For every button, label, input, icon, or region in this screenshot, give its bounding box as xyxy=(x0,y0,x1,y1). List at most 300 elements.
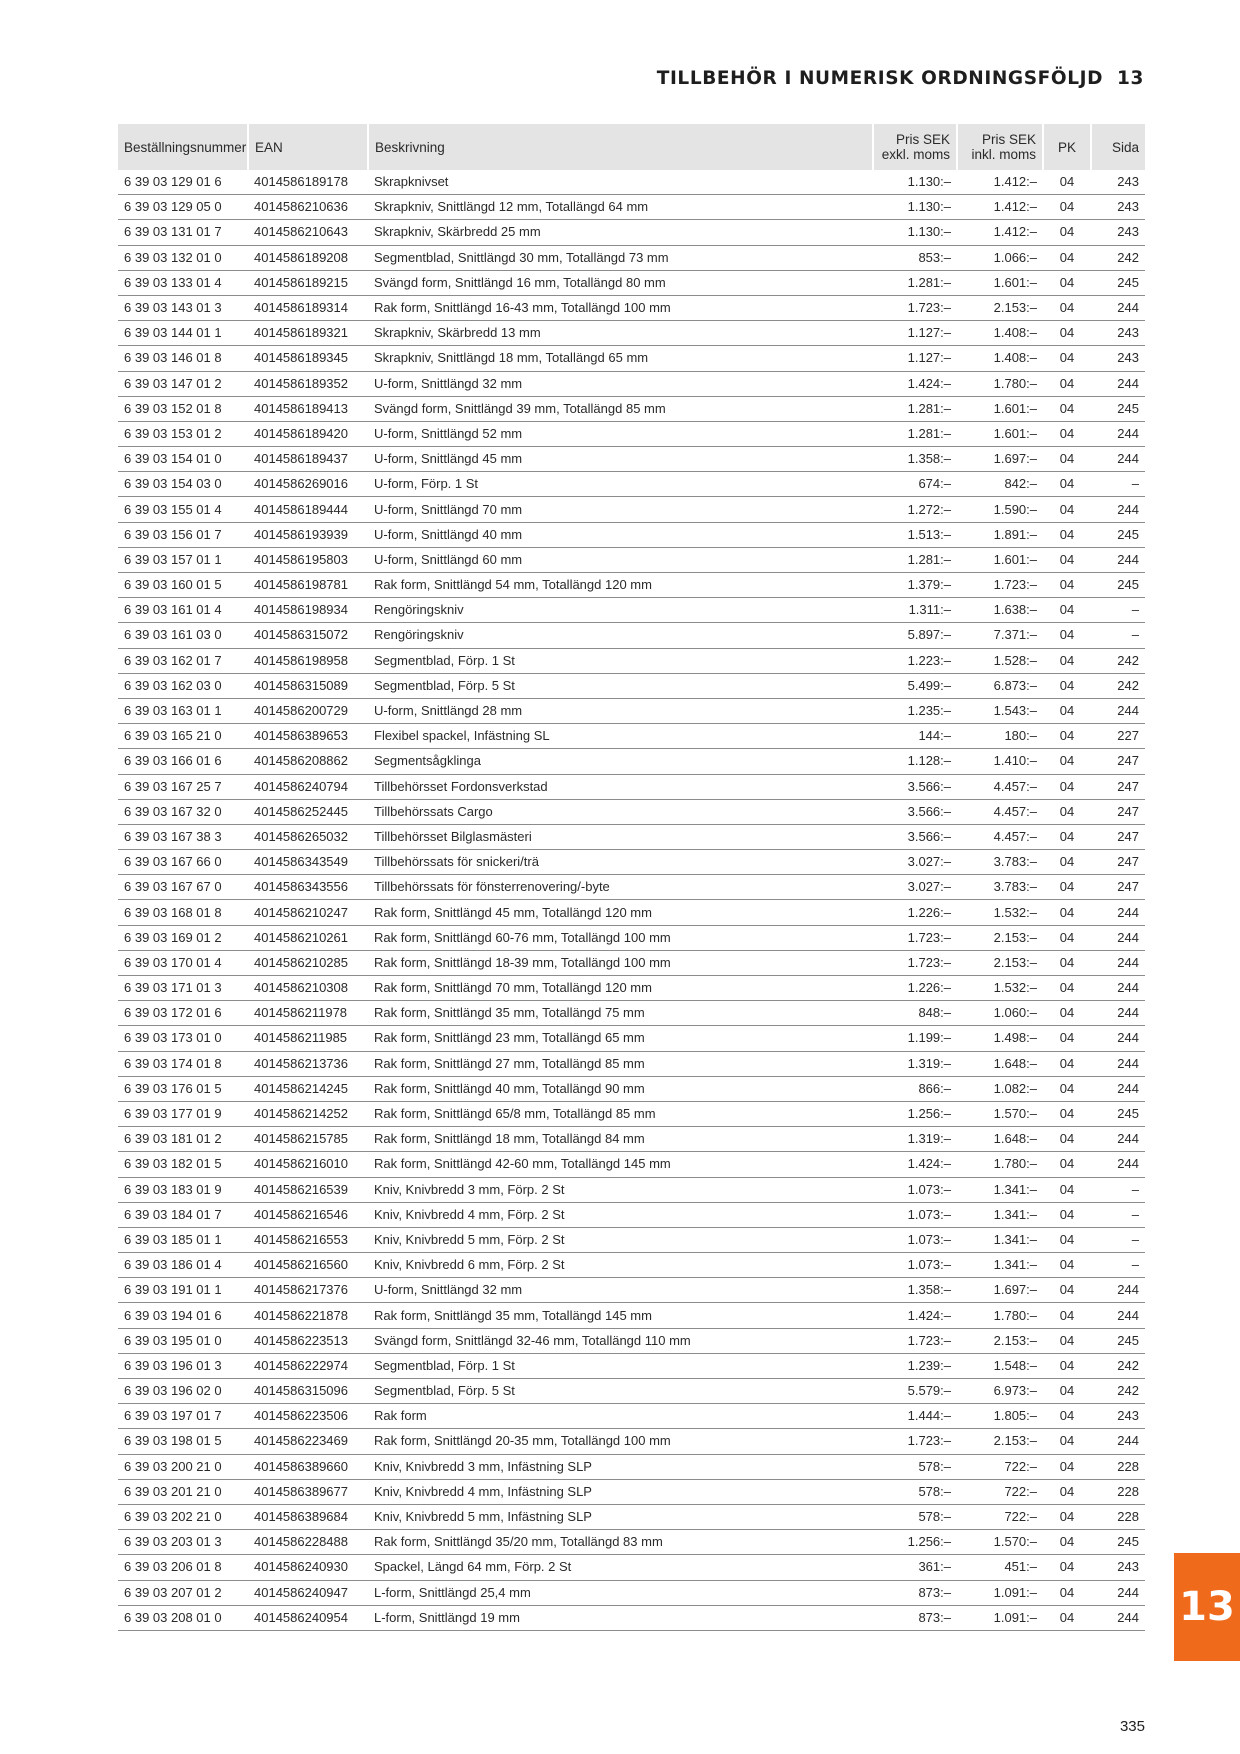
cell-order-number: 6 39 03 163 01 1 xyxy=(118,698,248,723)
cell-pk: 04 xyxy=(1043,1227,1091,1252)
chapter-tab: 13 xyxy=(1174,1553,1240,1661)
cell-page: 242 xyxy=(1091,673,1145,698)
cell-page: 244 xyxy=(1091,1278,1145,1303)
cell-page: 242 xyxy=(1091,245,1145,270)
cell-order-number: 6 39 03 194 01 6 xyxy=(118,1303,248,1328)
cell-pk: 04 xyxy=(1043,573,1091,598)
cell-page: 243 xyxy=(1091,1404,1145,1429)
cell-ean: 4014586210247 xyxy=(248,900,368,925)
cell-pk: 04 xyxy=(1043,270,1091,295)
cell-description: U-form, Förp. 1 St xyxy=(368,472,873,497)
cell-pk: 04 xyxy=(1043,673,1091,698)
table-row xyxy=(118,522,1145,547)
cell-price-incl: 1.091:– xyxy=(957,1580,1043,1605)
cell-price-incl: 1.341:– xyxy=(957,1227,1043,1252)
cell-price-incl: 1.780:– xyxy=(957,371,1043,396)
cell-price-incl: 1.548:– xyxy=(957,1353,1043,1378)
cell-page: 247 xyxy=(1091,850,1145,875)
cell-price-excl: 3.566:– xyxy=(873,799,957,824)
cell-price-excl: 1.379:– xyxy=(873,573,957,598)
cell-price-incl: 1.601:– xyxy=(957,421,1043,446)
cell-page: 245 xyxy=(1091,270,1145,295)
accessory-table xyxy=(118,124,1145,1631)
cell-description: Rak form, Snittlängd 35 mm, Totallängd 145 mm xyxy=(368,1303,873,1328)
cell-ean: 4014586210285 xyxy=(248,950,368,975)
table-row xyxy=(118,900,1145,925)
cell-description: Segmentblad, Snittlängd 30 mm, Totallängd 73 mm xyxy=(368,245,873,270)
cell-price-incl: 842:– xyxy=(957,472,1043,497)
cell-ean: 4014586189444 xyxy=(248,497,368,522)
cell-price-excl: 1.444:– xyxy=(873,1404,957,1429)
table-row xyxy=(118,774,1145,799)
cell-ean: 4014586240930 xyxy=(248,1555,368,1580)
cell-page: 244 xyxy=(1091,497,1145,522)
cell-page: – xyxy=(1091,1177,1145,1202)
cell-pk: 04 xyxy=(1043,497,1091,522)
cell-order-number: 6 39 03 155 01 4 xyxy=(118,497,248,522)
cell-description: Segmentblad, Förp. 5 St xyxy=(368,1379,873,1404)
cell-description: Rak form, Snittlängd 60-76 mm, Totallängd 100 mm xyxy=(368,925,873,950)
cell-page: 244 xyxy=(1091,698,1145,723)
cell-description: Tillbehörssats Cargo xyxy=(368,799,873,824)
cell-page: 244 xyxy=(1091,976,1145,1001)
cell-description: Kniv, Knivbredd 4 mm, Förp. 2 St xyxy=(368,1202,873,1227)
cell-price-excl: 1.319:– xyxy=(873,1127,957,1152)
cell-ean: 4014586189321 xyxy=(248,321,368,346)
table-row xyxy=(118,1504,1145,1529)
cell-page: 227 xyxy=(1091,724,1145,749)
cell-ean: 4014586189413 xyxy=(248,396,368,421)
cell-order-number: 6 39 03 197 01 7 xyxy=(118,1404,248,1429)
table-row xyxy=(118,1202,1145,1227)
cell-ean: 4014586240947 xyxy=(248,1580,368,1605)
cell-price-incl: 4.457:– xyxy=(957,799,1043,824)
cell-price-excl: 1.073:– xyxy=(873,1177,957,1202)
cell-price-excl: 5.499:– xyxy=(873,673,957,698)
cell-pk: 04 xyxy=(1043,447,1091,472)
cell-order-number: 6 39 03 203 01 3 xyxy=(118,1530,248,1555)
cell-description: Kniv, Knivbredd 6 mm, Förp. 2 St xyxy=(368,1253,873,1278)
cell-description: Tillbehörssats för snickeri/trä xyxy=(368,850,873,875)
cell-price-excl: 1.128:– xyxy=(873,749,957,774)
cell-price-incl: 1.091:– xyxy=(957,1605,1043,1630)
cell-page: – xyxy=(1091,598,1145,623)
cell-pk: 04 xyxy=(1043,1429,1091,1454)
cell-page: 244 xyxy=(1091,1026,1145,1051)
table-body xyxy=(118,170,1145,1630)
cell-ean: 4014586189208 xyxy=(248,245,368,270)
cell-price-excl: 3.027:– xyxy=(873,875,957,900)
cell-order-number: 6 39 03 161 01 4 xyxy=(118,598,248,623)
cell-ean: 4014586343549 xyxy=(248,850,368,875)
cell-ean: 4014586216553 xyxy=(248,1227,368,1252)
cell-page: – xyxy=(1091,1253,1145,1278)
cell-page: 244 xyxy=(1091,295,1145,320)
cell-ean: 4014586217376 xyxy=(248,1278,368,1303)
cell-page: 244 xyxy=(1091,1580,1145,1605)
cell-order-number: 6 39 03 181 01 2 xyxy=(118,1127,248,1152)
cell-page: 244 xyxy=(1091,1076,1145,1101)
table-row xyxy=(118,925,1145,950)
cell-pk: 04 xyxy=(1043,170,1091,195)
cell-page: 247 xyxy=(1091,875,1145,900)
cell-price-excl: 1.235:– xyxy=(873,698,957,723)
cell-order-number: 6 39 03 171 01 3 xyxy=(118,976,248,1001)
table-row xyxy=(118,371,1145,396)
cell-ean: 4014586221878 xyxy=(248,1303,368,1328)
table-row xyxy=(118,724,1145,749)
table-row xyxy=(118,321,1145,346)
cell-order-number: 6 39 03 157 01 1 xyxy=(118,547,248,572)
table-row xyxy=(118,1580,1145,1605)
cell-pk: 04 xyxy=(1043,698,1091,723)
cell-page: 247 xyxy=(1091,774,1145,799)
cell-pk: 04 xyxy=(1043,1051,1091,1076)
cell-order-number: 6 39 03 195 01 0 xyxy=(118,1328,248,1353)
cell-ean: 4014586215785 xyxy=(248,1127,368,1152)
cell-price-incl: 180:– xyxy=(957,724,1043,749)
cell-price-incl: 2.153:– xyxy=(957,950,1043,975)
cell-ean: 4014586389677 xyxy=(248,1479,368,1504)
cell-page: 247 xyxy=(1091,824,1145,849)
cell-description: U-form, Snittlängd 32 mm xyxy=(368,371,873,396)
cell-price-incl: 1.697:– xyxy=(957,1278,1043,1303)
cell-ean: 4014586214245 xyxy=(248,1076,368,1101)
cell-ean: 4014586208862 xyxy=(248,749,368,774)
cell-page: 243 xyxy=(1091,321,1145,346)
cell-description: Skrapknivset xyxy=(368,170,873,195)
cell-order-number: 6 39 03 165 21 0 xyxy=(118,724,248,749)
cell-price-excl: 1.226:– xyxy=(873,976,957,1001)
cell-description: Kniv, Knivbredd 3 mm, Infästning SLP xyxy=(368,1454,873,1479)
cell-price-incl: 1.601:– xyxy=(957,270,1043,295)
cell-order-number: 6 39 03 169 01 2 xyxy=(118,925,248,950)
cell-order-number: 6 39 03 161 03 0 xyxy=(118,623,248,648)
cell-order-number: 6 39 03 208 01 0 xyxy=(118,1605,248,1630)
cell-price-excl: 5.579:– xyxy=(873,1379,957,1404)
cell-description: Rak form xyxy=(368,1404,873,1429)
table-row xyxy=(118,573,1145,598)
col-header-ean: EAN xyxy=(248,124,368,170)
cell-page: 245 xyxy=(1091,396,1145,421)
cell-price-incl: 1.601:– xyxy=(957,547,1043,572)
cell-price-incl: 1.412:– xyxy=(957,170,1043,195)
cell-ean: 4014586389684 xyxy=(248,1504,368,1529)
cell-order-number: 6 39 03 207 01 2 xyxy=(118,1580,248,1605)
cell-order-number: 6 39 03 201 21 0 xyxy=(118,1479,248,1504)
table-row xyxy=(118,648,1145,673)
table-row xyxy=(118,1001,1145,1026)
cell-ean: 4014586189437 xyxy=(248,447,368,472)
cell-page: 245 xyxy=(1091,573,1145,598)
cell-page: 244 xyxy=(1091,1051,1145,1076)
cell-order-number: 6 39 03 196 01 3 xyxy=(118,1353,248,1378)
col-header-price-incl-line1: Pris SEK xyxy=(981,132,1036,147)
cell-price-excl: 1.130:– xyxy=(873,195,957,220)
table-row xyxy=(118,472,1145,497)
cell-description: U-form, Snittlängd 28 mm xyxy=(368,698,873,723)
cell-ean: 4014586210308 xyxy=(248,976,368,1001)
cell-description: Flexibel spackel, Infästning SL xyxy=(368,724,873,749)
cell-pk: 04 xyxy=(1043,875,1091,900)
table-row xyxy=(118,346,1145,371)
cell-ean: 4014586265032 xyxy=(248,824,368,849)
cell-order-number: 6 39 03 154 03 0 xyxy=(118,472,248,497)
table-row xyxy=(118,598,1145,623)
cell-description: Kniv, Knivbredd 5 mm, Förp. 2 St xyxy=(368,1227,873,1252)
cell-pk: 04 xyxy=(1043,321,1091,346)
cell-ean: 4014586189215 xyxy=(248,270,368,295)
cell-description: Rak form, Snittlängd 23 mm, Totallängd 65 mm xyxy=(368,1026,873,1051)
cell-price-excl: 3.566:– xyxy=(873,774,957,799)
table-row xyxy=(118,295,1145,320)
cell-description: Tillbehörsset Bilglasmästeri xyxy=(368,824,873,849)
cell-page: 243 xyxy=(1091,1555,1145,1580)
cell-page: 244 xyxy=(1091,547,1145,572)
cell-description: Rak form, Snittlängd 35 mm, Totallängd 75 mm xyxy=(368,1001,873,1026)
table-row xyxy=(118,1530,1145,1555)
cell-pk: 04 xyxy=(1043,976,1091,1001)
cell-price-incl: 1.780:– xyxy=(957,1303,1043,1328)
cell-price-incl: 1.805:– xyxy=(957,1404,1043,1429)
cell-order-number: 6 39 03 129 05 0 xyxy=(118,195,248,220)
table-row xyxy=(118,673,1145,698)
cell-price-excl: 1.424:– xyxy=(873,1152,957,1177)
cell-pk: 04 xyxy=(1043,346,1091,371)
cell-price-excl: 674:– xyxy=(873,472,957,497)
cell-order-number: 6 39 03 131 01 7 xyxy=(118,220,248,245)
cell-page: 242 xyxy=(1091,1379,1145,1404)
cell-order-number: 6 39 03 186 01 4 xyxy=(118,1253,248,1278)
cell-pk: 04 xyxy=(1043,421,1091,446)
cell-page: 228 xyxy=(1091,1454,1145,1479)
col-header-price-incl-line2: inkl. moms xyxy=(971,147,1036,162)
cell-description: U-form, Snittlängd 60 mm xyxy=(368,547,873,572)
cell-price-incl: 1.648:– xyxy=(957,1051,1043,1076)
table-row xyxy=(118,220,1145,245)
cell-price-excl: 1.281:– xyxy=(873,421,957,446)
cell-description: Skrapkniv, Snittlängd 18 mm, Totallängd 65 mm xyxy=(368,346,873,371)
cell-page: 244 xyxy=(1091,1605,1145,1630)
cell-ean: 4014586252445 xyxy=(248,799,368,824)
cell-ean: 4014586216539 xyxy=(248,1177,368,1202)
cell-price-excl: 1.130:– xyxy=(873,170,957,195)
cell-ean: 4014586189178 xyxy=(248,170,368,195)
cell-price-excl: 1.319:– xyxy=(873,1051,957,1076)
cell-page: – xyxy=(1091,1202,1145,1227)
cell-price-incl: 1.341:– xyxy=(957,1253,1043,1278)
cell-page: 244 xyxy=(1091,1127,1145,1152)
cell-pk: 04 xyxy=(1043,220,1091,245)
cell-pk: 04 xyxy=(1043,295,1091,320)
cell-price-excl: 144:– xyxy=(873,724,957,749)
table-row xyxy=(118,195,1145,220)
cell-price-incl: 722:– xyxy=(957,1504,1043,1529)
cell-price-incl: 1.410:– xyxy=(957,749,1043,774)
cell-order-number: 6 39 03 196 02 0 xyxy=(118,1379,248,1404)
cell-pk: 04 xyxy=(1043,1152,1091,1177)
cell-description: Rengöringskniv xyxy=(368,598,873,623)
cell-price-incl: 722:– xyxy=(957,1454,1043,1479)
cell-page: 244 xyxy=(1091,421,1145,446)
cell-price-excl: 1.723:– xyxy=(873,295,957,320)
cell-page: – xyxy=(1091,472,1145,497)
cell-price-excl: 1.256:– xyxy=(873,1101,957,1126)
cell-description: Skrapkniv, Skärbredd 13 mm xyxy=(368,321,873,346)
page-number: 335 xyxy=(1119,1718,1145,1735)
cell-order-number: 6 39 03 191 01 1 xyxy=(118,1278,248,1303)
cell-price-incl: 1.066:– xyxy=(957,245,1043,270)
page-header xyxy=(657,68,1144,89)
cell-ean: 4014586210636 xyxy=(248,195,368,220)
cell-description: Rak form, Snittlängd 40 mm, Totallängd 90 mm xyxy=(368,1076,873,1101)
cell-page: 242 xyxy=(1091,1353,1145,1378)
cell-price-incl: 1.341:– xyxy=(957,1177,1043,1202)
cell-page: 244 xyxy=(1091,1152,1145,1177)
cell-ean: 4014586315072 xyxy=(248,623,368,648)
table-row xyxy=(118,1177,1145,1202)
cell-pk: 04 xyxy=(1043,472,1091,497)
cell-ean: 4014586315089 xyxy=(248,673,368,698)
cell-price-incl: 1.528:– xyxy=(957,648,1043,673)
cell-description: Spackel, Längd 64 mm, Förp. 2 St xyxy=(368,1555,873,1580)
cell-page: 243 xyxy=(1091,220,1145,245)
chapter-number: 13 xyxy=(1117,68,1144,89)
table-row xyxy=(118,1353,1145,1378)
table-row xyxy=(118,547,1145,572)
cell-price-excl: 1.281:– xyxy=(873,270,957,295)
cell-price-incl: 1.601:– xyxy=(957,396,1043,421)
cell-description: Rak form, Snittlängd 20-35 mm, Totallängd 100 mm xyxy=(368,1429,873,1454)
cell-price-excl: 1.127:– xyxy=(873,321,957,346)
cell-price-excl: 1.272:– xyxy=(873,497,957,522)
cell-order-number: 6 39 03 146 01 8 xyxy=(118,346,248,371)
table-row xyxy=(118,1404,1145,1429)
cell-price-incl: 1.723:– xyxy=(957,573,1043,598)
table-row xyxy=(118,1605,1145,1630)
cell-description: Kniv, Knivbredd 5 mm, Infästning SLP xyxy=(368,1504,873,1529)
cell-price-excl: 1.239:– xyxy=(873,1353,957,1378)
cell-pk: 04 xyxy=(1043,1379,1091,1404)
cell-order-number: 6 39 03 200 21 0 xyxy=(118,1454,248,1479)
cell-order-number: 6 39 03 152 01 8 xyxy=(118,396,248,421)
cell-ean: 4014586222974 xyxy=(248,1353,368,1378)
cell-ean: 4014586195803 xyxy=(248,547,368,572)
cell-pk: 04 xyxy=(1043,1504,1091,1529)
cell-price-incl: 1.697:– xyxy=(957,447,1043,472)
cell-description: Svängd form, Snittlängd 39 mm, Totallängd 85 mm xyxy=(368,396,873,421)
table-row xyxy=(118,799,1145,824)
cell-description: Rak form, Snittlängd 18-39 mm, Totallängd 100 mm xyxy=(368,950,873,975)
cell-pk: 04 xyxy=(1043,598,1091,623)
cell-pk: 04 xyxy=(1043,900,1091,925)
cell-ean: 4014586223513 xyxy=(248,1328,368,1353)
cell-description: Kniv, Knivbredd 4 mm, Infästning SLP xyxy=(368,1479,873,1504)
cell-price-incl: 1.408:– xyxy=(957,346,1043,371)
table-row xyxy=(118,1555,1145,1580)
cell-page: 243 xyxy=(1091,346,1145,371)
cell-price-excl: 1.281:– xyxy=(873,396,957,421)
table-row xyxy=(118,1152,1145,1177)
cell-ean: 4014586223506 xyxy=(248,1404,368,1429)
cell-price-incl: 1.590:– xyxy=(957,497,1043,522)
cell-pk: 04 xyxy=(1043,1479,1091,1504)
cell-pk: 04 xyxy=(1043,371,1091,396)
cell-description: Rak form, Snittlängd 16-43 mm, Totallängd 100 mm xyxy=(368,295,873,320)
cell-pk: 04 xyxy=(1043,824,1091,849)
cell-description: U-form, Snittlängd 45 mm xyxy=(368,447,873,472)
cell-order-number: 6 39 03 166 01 6 xyxy=(118,749,248,774)
cell-description: Kniv, Knivbredd 3 mm, Förp. 2 St xyxy=(368,1177,873,1202)
table-row xyxy=(118,1429,1145,1454)
cell-order-number: 6 39 03 167 32 0 xyxy=(118,799,248,824)
cell-price-excl: 1.256:– xyxy=(873,1530,957,1555)
cell-ean: 4014586223469 xyxy=(248,1429,368,1454)
cell-price-incl: 722:– xyxy=(957,1479,1043,1504)
cell-order-number: 6 39 03 153 01 2 xyxy=(118,421,248,446)
table-row xyxy=(118,1076,1145,1101)
cell-ean: 4014586210261 xyxy=(248,925,368,950)
cell-price-excl: 578:– xyxy=(873,1504,957,1529)
cell-pk: 04 xyxy=(1043,1404,1091,1429)
cell-price-incl: 1.648:– xyxy=(957,1127,1043,1152)
table-row xyxy=(118,698,1145,723)
table-row xyxy=(118,824,1145,849)
cell-order-number: 6 39 03 167 66 0 xyxy=(118,850,248,875)
cell-price-excl: 1.723:– xyxy=(873,925,957,950)
cell-price-excl: 1.723:– xyxy=(873,950,957,975)
cell-ean: 4014586189420 xyxy=(248,421,368,446)
cell-pk: 04 xyxy=(1043,245,1091,270)
cell-page: 228 xyxy=(1091,1479,1145,1504)
cell-page: 245 xyxy=(1091,522,1145,547)
cell-description: Segmentblad, Förp. 1 St xyxy=(368,648,873,673)
cell-price-excl: 1.358:– xyxy=(873,1278,957,1303)
cell-ean: 4014586211985 xyxy=(248,1026,368,1051)
table-row xyxy=(118,396,1145,421)
cell-pk: 04 xyxy=(1043,623,1091,648)
table-row xyxy=(118,1253,1145,1278)
cell-order-number: 6 39 03 167 25 7 xyxy=(118,774,248,799)
cell-order-number: 6 39 03 167 38 3 xyxy=(118,824,248,849)
cell-description: U-form, Snittlängd 70 mm xyxy=(368,497,873,522)
cell-description: Rak form, Snittlängd 27 mm, Totallängd 85 mm xyxy=(368,1051,873,1076)
cell-order-number: 6 39 03 143 01 3 xyxy=(118,295,248,320)
cell-order-number: 6 39 03 184 01 7 xyxy=(118,1202,248,1227)
cell-page: 243 xyxy=(1091,170,1145,195)
table-row xyxy=(118,1101,1145,1126)
page-title: TILLBEHÖR I NUMERISK ORDNINGSFÖLJD xyxy=(656,68,1104,89)
cell-order-number: 6 39 03 202 21 0 xyxy=(118,1504,248,1529)
cell-description: Rengöringskniv xyxy=(368,623,873,648)
cell-description: Rak form, Snittlängd 70 mm, Totallängd 120 mm xyxy=(368,976,873,1001)
cell-price-excl: 873:– xyxy=(873,1580,957,1605)
cell-price-incl: 1.412:– xyxy=(957,195,1043,220)
cell-price-excl: 848:– xyxy=(873,1001,957,1026)
cell-price-incl: 1.638:– xyxy=(957,598,1043,623)
cell-price-excl: 873:– xyxy=(873,1605,957,1630)
cell-pk: 04 xyxy=(1043,799,1091,824)
cell-pk: 04 xyxy=(1043,950,1091,975)
cell-price-incl: 1.570:– xyxy=(957,1530,1043,1555)
cell-description: Segmentblad, Förp. 1 St xyxy=(368,1353,873,1378)
cell-ean: 4014586228488 xyxy=(248,1530,368,1555)
col-header-price-excl-line2: exkl. moms xyxy=(881,147,950,162)
cell-pk: 04 xyxy=(1043,1530,1091,1555)
cell-ean: 4014586269016 xyxy=(248,472,368,497)
cell-page: 244 xyxy=(1091,950,1145,975)
cell-price-excl: 5.897:– xyxy=(873,623,957,648)
